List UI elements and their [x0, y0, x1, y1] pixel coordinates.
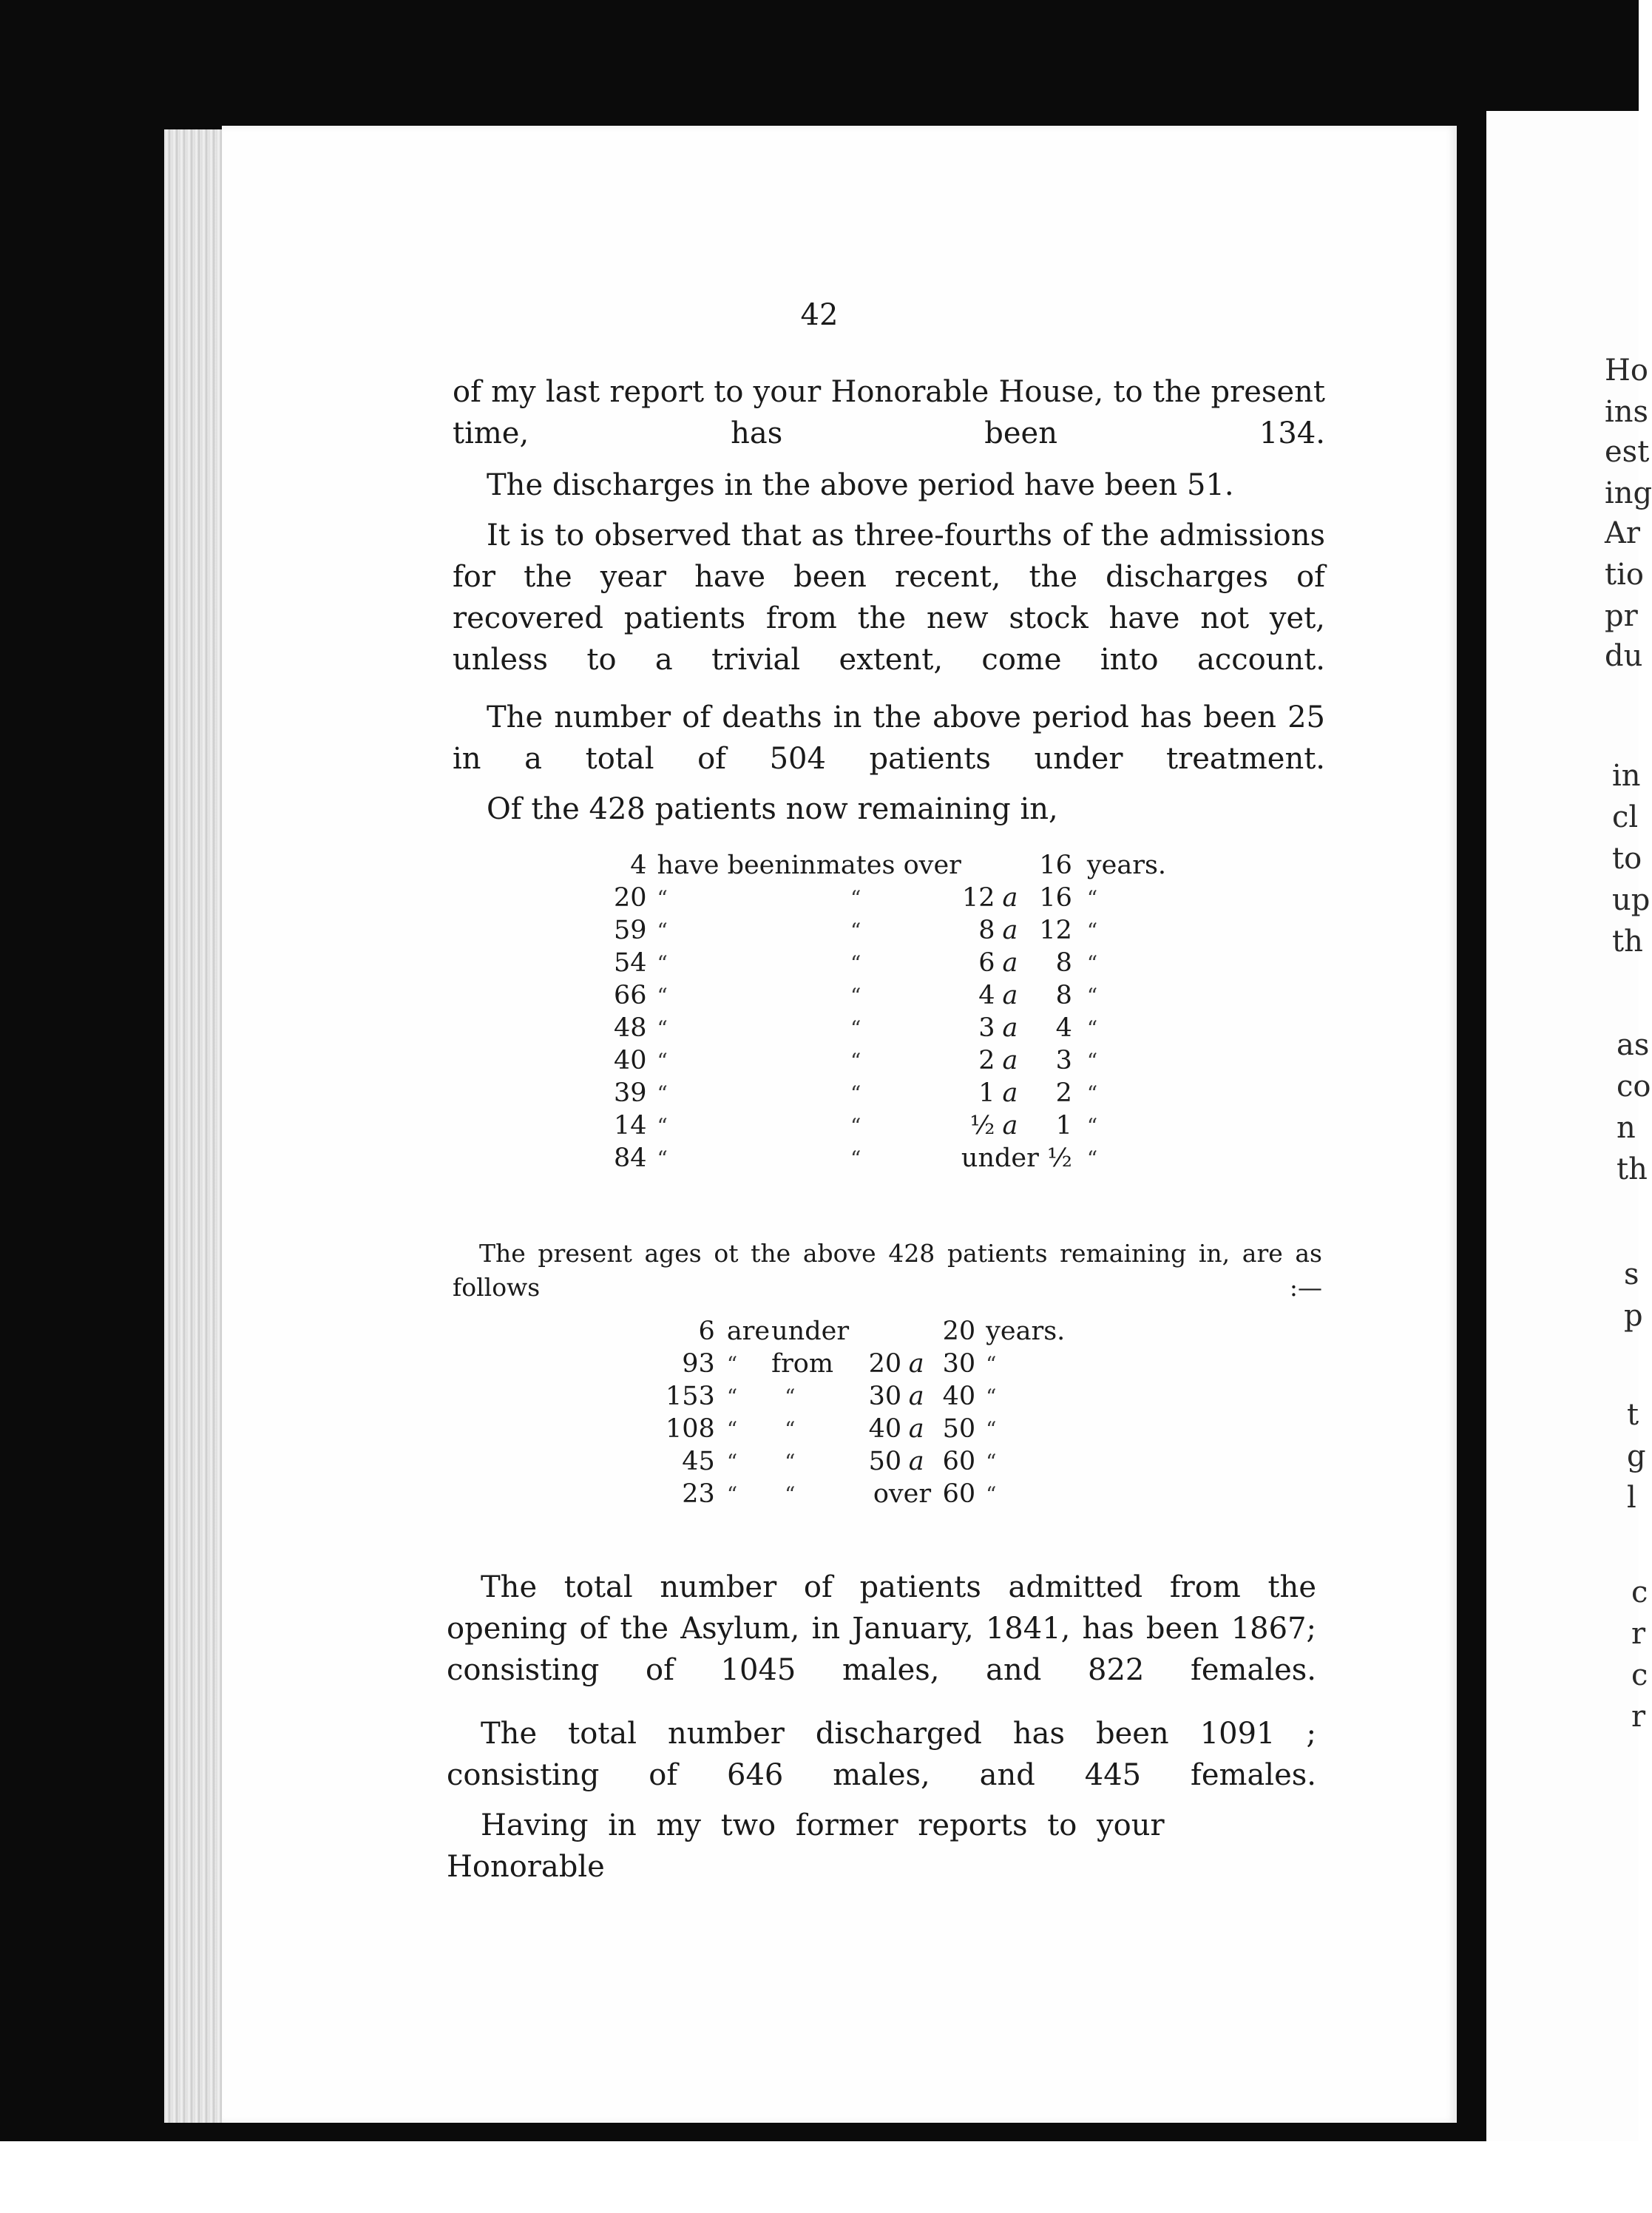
- table-cell: a: [1002, 1111, 1018, 1141]
- table-cell: 84: [614, 1143, 647, 1173]
- ditto-mark: “: [986, 1351, 997, 1376]
- table-cell: 14: [614, 1111, 647, 1141]
- facing-line: r: [1631, 1700, 1646, 1734]
- table-cell: 4: [978, 981, 995, 1010]
- ditto-mark: “: [657, 918, 668, 943]
- table-cell: a: [908, 1447, 924, 1476]
- table-cell: 40: [942, 1382, 976, 1411]
- table-cell: 23: [682, 1479, 715, 1509]
- ditto-mark: “: [850, 1016, 861, 1041]
- paragraph: The total number discharged has been 1091 ; consisting of 646 males, and 445 females.: [447, 1717, 1316, 1792]
- table-cell: over: [873, 1479, 932, 1509]
- ditto-mark: “: [986, 1481, 997, 1507]
- table-cell: inmates over: [791, 851, 961, 880]
- table-cell: 45: [682, 1447, 715, 1476]
- table-row: [614, 1109, 1166, 1142]
- table-cell: years.: [986, 1317, 1066, 1346]
- ditto-mark: “: [726, 1449, 738, 1474]
- facing-line: th: [1617, 1152, 1648, 1186]
- facing-line: Ar: [1605, 516, 1641, 550]
- table-cell: are: [726, 1317, 771, 1346]
- facing-line: s: [1624, 1257, 1639, 1291]
- ditto-mark: “: [785, 1384, 796, 1409]
- inmates-duration-table: [614, 849, 1166, 1175]
- present-ages-table: [666, 1315, 1065, 1510]
- table-header-row: [666, 1315, 1065, 1348]
- facing-line: as: [1617, 1028, 1650, 1062]
- paragraph: Having in my two former reports to your Honorable: [447, 1808, 1165, 1884]
- table-cell: 16: [1039, 883, 1072, 913]
- ditto-mark: “: [657, 1016, 668, 1041]
- table-cell: a: [908, 1414, 924, 1444]
- ditto-mark: “: [986, 1449, 997, 1474]
- ditto-mark: “: [850, 885, 861, 910]
- ditto-mark: “: [1086, 1016, 1098, 1041]
- table-row: [666, 1478, 1065, 1510]
- ditto-mark: “: [785, 1416, 796, 1442]
- table-cell: 48: [614, 1013, 647, 1043]
- ditto-mark: “: [657, 983, 668, 1008]
- table-cell: a: [1002, 883, 1018, 913]
- ditto-mark: “: [850, 1081, 861, 1106]
- table-cell: 3: [1055, 1046, 1072, 1075]
- facing-line: co: [1617, 1070, 1651, 1104]
- table-row: [614, 914, 1166, 947]
- table-cell: 6: [698, 1317, 715, 1346]
- facing-line: ins: [1605, 395, 1649, 429]
- facing-line: pr: [1605, 599, 1638, 633]
- ditto-mark: “: [1086, 1146, 1098, 1171]
- facing-line: n: [1617, 1111, 1636, 1145]
- scan-margin-bottom: [0, 2141, 1639, 2213]
- ditto-mark: “: [1086, 983, 1098, 1008]
- ditto-mark: “: [1086, 950, 1098, 976]
- table-cell: under ½: [961, 1143, 1072, 1173]
- paragraph: The discharges in the above period have been 51.: [487, 468, 1234, 502]
- table-cell: 6: [978, 948, 995, 978]
- ditto-mark: “: [850, 1048, 861, 1073]
- ditto-mark: “: [657, 950, 668, 976]
- table-cell: a: [1002, 916, 1018, 945]
- table-row: [666, 1413, 1065, 1445]
- facing-page: [1486, 111, 1652, 2141]
- table-cell: 20: [868, 1349, 902, 1379]
- table-cell: 1: [978, 1078, 995, 1108]
- table-row: [614, 979, 1166, 1012]
- facing-line: ing: [1605, 476, 1652, 510]
- ditto-mark: “: [1086, 885, 1098, 910]
- ditto-mark: “: [1086, 1081, 1098, 1106]
- table-cell: 16: [1039, 851, 1072, 880]
- table-cell: 12: [961, 883, 995, 913]
- facing-line: Ho: [1605, 354, 1648, 388]
- table-cell: years.: [1086, 851, 1167, 880]
- ditto-mark: “: [726, 1481, 738, 1507]
- table-row: [614, 882, 1166, 914]
- page-number: 42: [800, 298, 839, 332]
- table-cell: a: [1002, 981, 1018, 1010]
- table-cell: 59: [614, 916, 647, 945]
- facing-line: t: [1627, 1398, 1639, 1432]
- ditto-mark: “: [726, 1384, 738, 1409]
- table-row: [614, 1077, 1166, 1109]
- book-gutter: [1457, 111, 1486, 2141]
- facing-line: up: [1612, 883, 1651, 917]
- ditto-mark: “: [986, 1416, 997, 1442]
- ditto-mark: “: [657, 885, 668, 910]
- scan-border-top: [0, 0, 1639, 129]
- table-row: [614, 1044, 1166, 1077]
- facing-line: r: [1631, 1617, 1646, 1651]
- table-cell: 50: [868, 1447, 902, 1476]
- table-cell: 20: [614, 883, 647, 913]
- table-cell: a: [1002, 948, 1018, 978]
- table-cell: 66: [614, 981, 647, 1010]
- facing-line: l: [1627, 1481, 1636, 1515]
- ditto-mark: “: [850, 950, 861, 976]
- ditto-mark: “: [785, 1449, 796, 1474]
- facing-line: tio: [1605, 558, 1644, 592]
- paragraph: Of the 428 patients now remaining in,: [487, 792, 1058, 826]
- table-cell: 4: [1055, 1013, 1072, 1043]
- ditto-mark: “: [986, 1384, 997, 1409]
- table-cell: 4: [630, 851, 647, 880]
- ditto-mark: “: [850, 1146, 861, 1171]
- ditto-mark: “: [726, 1416, 738, 1442]
- ditto-mark: “: [785, 1481, 796, 1507]
- book-page-edges: [164, 129, 222, 2123]
- table-cell: 153: [666, 1382, 715, 1411]
- table-cell: 50: [942, 1414, 976, 1444]
- ditto-mark: “: [657, 1113, 668, 1138]
- table-cell: 20: [942, 1317, 976, 1346]
- table-cell: 54: [614, 948, 647, 978]
- table-cell: 2: [1055, 1078, 1072, 1108]
- facing-line: cl: [1612, 800, 1639, 834]
- table-cell: 108: [666, 1414, 715, 1444]
- table-cell: 8: [1055, 981, 1072, 1010]
- table-cell: 30: [868, 1382, 902, 1411]
- table-cell: 1: [1055, 1111, 1072, 1141]
- facing-line: p: [1624, 1299, 1643, 1333]
- paragraph: It is to observed that as three-fourths of the admissions for the year have been recent, the discharges of recovered patients from the new stock have not yet, unless to a trivial extent, come into account.: [453, 518, 1325, 677]
- ditto-mark: “: [1086, 1113, 1098, 1138]
- table-cell: 93: [682, 1349, 715, 1379]
- table-cell: have been: [657, 851, 791, 880]
- table-cell: a: [1002, 1078, 1018, 1108]
- table-row: [666, 1348, 1065, 1380]
- table-cell: 30: [942, 1349, 976, 1379]
- facing-line: c: [1631, 1658, 1648, 1692]
- ditto-mark: “: [657, 1146, 668, 1171]
- ditto-mark: “: [1086, 918, 1098, 943]
- table-cell: 12: [1039, 916, 1072, 945]
- facing-line: to: [1612, 842, 1642, 876]
- facing-line: th: [1612, 925, 1643, 959]
- facing-line: g: [1627, 1439, 1646, 1473]
- ditto-mark: “: [657, 1048, 668, 1073]
- paragraph: The present ages ot the above 428 patients remaining in, are as follows :—: [453, 1239, 1322, 1302]
- table-cell: 60: [942, 1447, 976, 1476]
- facing-line: est: [1605, 435, 1650, 469]
- ditto-mark: “: [850, 918, 861, 943]
- table-cell: a: [1002, 1046, 1018, 1075]
- table-row: [614, 1142, 1166, 1175]
- facing-line: in: [1612, 759, 1641, 793]
- table-cell: 8: [1055, 948, 1072, 978]
- facing-line: c: [1631, 1575, 1648, 1609]
- ditto-mark: “: [657, 1081, 668, 1106]
- paragraph: of my last report to your Honorable House, to the present time, has been 134.: [453, 375, 1325, 450]
- table-cell: 60: [942, 1479, 976, 1509]
- table-cell: a: [908, 1382, 924, 1411]
- ditto-mark: “: [850, 983, 861, 1008]
- table-cell: 39: [614, 1078, 647, 1108]
- table-row: [614, 947, 1166, 979]
- table-cell: ½: [969, 1111, 995, 1141]
- facing-line: du: [1605, 639, 1643, 673]
- table-cell: 40: [614, 1046, 647, 1075]
- table-cell: a: [908, 1349, 924, 1379]
- paragraph: The total number of patients admitted from the opening of the Asylum, in January, 1841, has been 1867; consisting of 1045 males, and 822 females.: [447, 1570, 1316, 1687]
- table-header-row: [614, 849, 1166, 882]
- table-cell: under: [771, 1317, 850, 1346]
- table-cell: 2: [978, 1046, 995, 1075]
- table-cell: 3: [978, 1013, 995, 1043]
- table-row: [614, 1012, 1166, 1044]
- table-row: [666, 1445, 1065, 1478]
- table-cell: a: [1002, 1013, 1018, 1043]
- paragraph: The number of deaths in the above period has been 25 in a total of 504 patients under treatment.: [453, 700, 1325, 776]
- ditto-mark: “: [726, 1351, 738, 1376]
- table-cell: 8: [978, 916, 995, 945]
- ditto-mark: “: [1086, 1048, 1098, 1073]
- table-cell: from: [771, 1349, 834, 1379]
- ditto-mark: “: [850, 1113, 861, 1138]
- table-cell: 40: [868, 1414, 902, 1444]
- table-row: [666, 1380, 1065, 1413]
